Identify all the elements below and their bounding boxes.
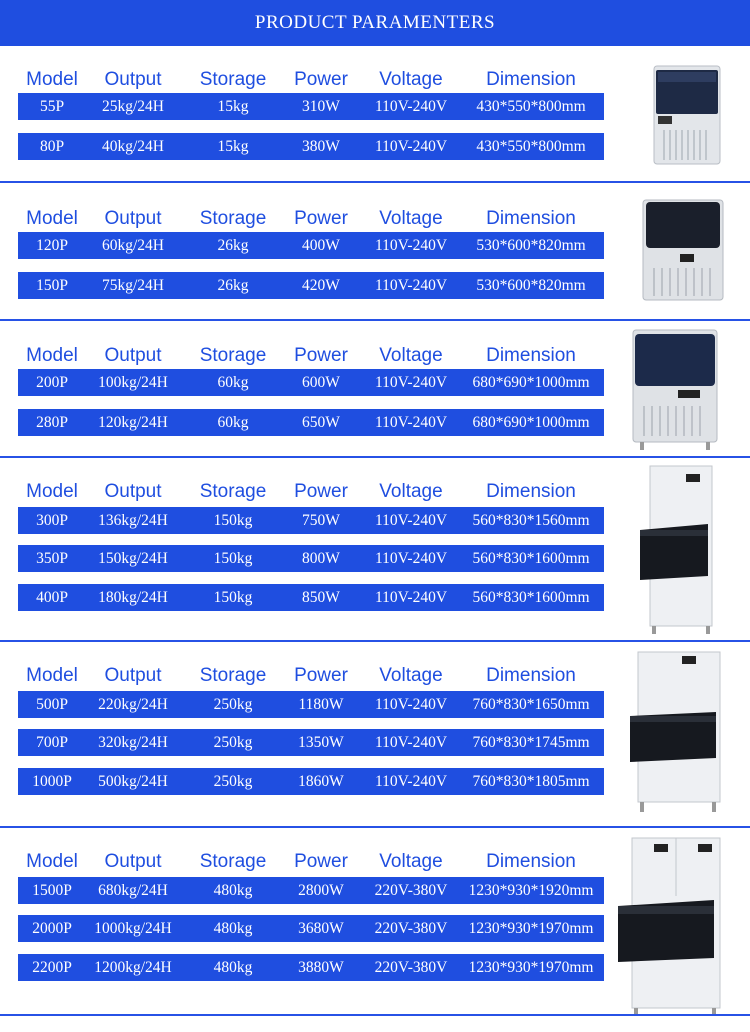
cell-dimension: 760*830*1745mm bbox=[472, 734, 590, 751]
column-header-power: Power bbox=[294, 665, 348, 686]
cell-dimension: 680*690*1000mm bbox=[472, 414, 590, 431]
column-header-model: Model bbox=[26, 345, 78, 366]
cell-output: 680kg/24H bbox=[98, 882, 168, 899]
column-header-output: Output bbox=[104, 69, 162, 90]
column-header-model: Model bbox=[26, 665, 78, 686]
cell-power: 400W bbox=[302, 237, 340, 254]
cell-dimension: 760*830*1805mm bbox=[472, 773, 590, 790]
cell-voltage: 110V-240V bbox=[374, 773, 448, 790]
ice-machine-image-small bbox=[650, 64, 724, 166]
cell-output: 220kg/24H bbox=[98, 696, 168, 713]
page-title-banner bbox=[0, 0, 750, 46]
cell-storage: 480kg bbox=[213, 959, 253, 976]
cell-voltage: 110V-240V bbox=[374, 374, 448, 391]
table-row bbox=[18, 877, 604, 904]
column-header-model: Model bbox=[26, 851, 78, 872]
cell-dimension: 430*550*800mm bbox=[476, 98, 586, 115]
cell-storage: 150kg bbox=[213, 550, 253, 567]
cell-power: 420W bbox=[302, 277, 340, 294]
cell-voltage: 110V-240V bbox=[374, 734, 448, 751]
cell-dimension: 1230*930*1970mm bbox=[468, 920, 594, 937]
section-divider bbox=[0, 319, 750, 321]
cell-storage: 15kg bbox=[217, 98, 249, 115]
column-header-voltage: Voltage bbox=[379, 665, 443, 686]
column-header-power: Power bbox=[294, 851, 348, 872]
column-header-storage: Storage bbox=[199, 69, 267, 90]
column-header-dimension: Dimension bbox=[486, 345, 576, 366]
spec-table-section bbox=[0, 66, 750, 196]
table-row bbox=[18, 954, 604, 981]
cell-output: 60kg/24H bbox=[102, 237, 164, 254]
cell-voltage: 110V-240V bbox=[374, 138, 448, 155]
column-header-model: Model bbox=[26, 208, 78, 229]
column-header-voltage: Voltage bbox=[379, 69, 443, 90]
column-header-power: Power bbox=[294, 208, 348, 229]
table-row bbox=[18, 272, 604, 299]
cell-storage: 250kg bbox=[213, 696, 253, 713]
cell-model: 350P bbox=[36, 550, 68, 567]
cell-model: 400P bbox=[36, 589, 68, 606]
table-row bbox=[18, 691, 604, 718]
table-row bbox=[18, 133, 604, 160]
cell-storage: 250kg bbox=[213, 773, 253, 790]
cell-voltage: 110V-240V bbox=[374, 237, 448, 254]
cell-model: 1000P bbox=[32, 773, 72, 790]
cell-storage: 250kg bbox=[213, 734, 253, 751]
table-row bbox=[18, 93, 604, 120]
cell-output: 150kg/24H bbox=[98, 550, 168, 567]
cell-power: 750W bbox=[302, 512, 340, 529]
table-row bbox=[18, 409, 604, 436]
cell-voltage: 110V-240V bbox=[374, 550, 448, 567]
ice-machine-image-500 bbox=[626, 650, 724, 814]
cell-output: 136kg/24H bbox=[98, 512, 168, 529]
cell-model: 200P bbox=[36, 374, 68, 391]
ice-machine-image-300 bbox=[636, 464, 722, 636]
page-title: PRODUCT PARAMENTERS bbox=[254, 12, 496, 33]
column-header-storage: Storage bbox=[199, 481, 267, 502]
cell-output: 25kg/24H bbox=[102, 98, 164, 115]
spec-table-section bbox=[0, 205, 750, 335]
column-header-output: Output bbox=[104, 665, 162, 686]
column-header-power: Power bbox=[294, 481, 348, 502]
cell-voltage: 220V-380V bbox=[374, 882, 448, 899]
column-header-dimension: Dimension bbox=[486, 481, 576, 502]
column-header-storage: Storage bbox=[199, 345, 267, 366]
cell-model: 120P bbox=[36, 237, 68, 254]
cell-voltage: 220V-380V bbox=[374, 920, 448, 937]
cell-output: 75kg/24H bbox=[102, 277, 164, 294]
cell-storage: 60kg bbox=[217, 414, 249, 431]
ice-machine-image-120 bbox=[640, 198, 726, 304]
cell-storage: 15kg bbox=[217, 138, 249, 155]
table-row bbox=[18, 369, 604, 396]
section-divider bbox=[0, 826, 750, 828]
column-header-dimension: Dimension bbox=[486, 208, 576, 229]
cell-output: 120kg/24H bbox=[98, 414, 168, 431]
column-header-storage: Storage bbox=[199, 208, 267, 229]
column-header-output: Output bbox=[104, 345, 162, 366]
column-header-storage: Storage bbox=[199, 851, 267, 872]
cell-storage: 480kg bbox=[213, 882, 253, 899]
table-row bbox=[18, 729, 604, 756]
cell-output: 1200kg/24H bbox=[94, 959, 172, 976]
cell-storage: 480kg bbox=[213, 920, 253, 937]
section-divider bbox=[0, 181, 750, 183]
section-divider bbox=[0, 640, 750, 642]
cell-voltage: 110V-240V bbox=[374, 589, 448, 606]
cell-model: 2200P bbox=[32, 959, 72, 976]
cell-dimension: 1230*930*1970mm bbox=[468, 959, 594, 976]
cell-power: 800W bbox=[302, 550, 340, 567]
cell-power: 3680W bbox=[298, 920, 344, 937]
column-header-power: Power bbox=[294, 69, 348, 90]
cell-dimension: 530*600*820mm bbox=[476, 237, 586, 254]
cell-voltage: 220V-380V bbox=[374, 959, 448, 976]
cell-model: 280P bbox=[36, 414, 68, 431]
cell-storage: 26kg bbox=[217, 237, 249, 254]
section-divider bbox=[0, 456, 750, 458]
cell-power: 850W bbox=[302, 589, 340, 606]
cell-model: 700P bbox=[36, 734, 68, 751]
column-header-voltage: Voltage bbox=[379, 345, 443, 366]
table-row bbox=[18, 915, 604, 942]
cell-power: 1180W bbox=[298, 696, 344, 713]
ice-machine-image-1500 bbox=[614, 836, 724, 1016]
column-header-output: Output bbox=[104, 208, 162, 229]
cell-storage: 26kg bbox=[217, 277, 249, 294]
cell-output: 1000kg/24H bbox=[94, 920, 172, 937]
column-header-dimension: Dimension bbox=[486, 69, 576, 90]
cell-dimension: 560*830*1600mm bbox=[472, 589, 590, 606]
cell-dimension: 430*550*800mm bbox=[476, 138, 586, 155]
cell-dimension: 530*600*820mm bbox=[476, 277, 586, 294]
cell-voltage: 110V-240V bbox=[374, 277, 448, 294]
cell-power: 1860W bbox=[298, 773, 344, 790]
table-row bbox=[18, 768, 604, 795]
cell-storage: 150kg bbox=[213, 512, 253, 529]
cell-model: 150P bbox=[36, 277, 68, 294]
cell-output: 180kg/24H bbox=[98, 589, 168, 606]
cell-power: 380W bbox=[302, 138, 340, 155]
cell-power: 650W bbox=[302, 414, 340, 431]
cell-output: 320kg/24H bbox=[98, 734, 168, 751]
cell-dimension: 680*690*1000mm bbox=[472, 374, 590, 391]
cell-model: 80P bbox=[39, 138, 65, 155]
table-row bbox=[18, 507, 604, 534]
cell-dimension: 760*830*1650mm bbox=[472, 696, 590, 713]
column-header-power: Power bbox=[294, 345, 348, 366]
cell-model: 500P bbox=[36, 696, 68, 713]
cell-model: 55P bbox=[39, 98, 65, 115]
cell-output: 40kg/24H bbox=[102, 138, 164, 155]
cell-voltage: 110V-240V bbox=[374, 98, 448, 115]
column-header-voltage: Voltage bbox=[379, 851, 443, 872]
cell-output: 100kg/24H bbox=[98, 374, 168, 391]
column-header-output: Output bbox=[104, 851, 162, 872]
column-header-output: Output bbox=[104, 481, 162, 502]
cell-output: 500kg/24H bbox=[98, 773, 168, 790]
cell-model: 1500P bbox=[32, 882, 72, 899]
cell-model: 300P bbox=[36, 512, 68, 529]
cell-dimension: 560*830*1560mm bbox=[472, 512, 590, 529]
column-header-voltage: Voltage bbox=[379, 208, 443, 229]
column-header-voltage: Voltage bbox=[379, 481, 443, 502]
cell-storage: 60kg bbox=[217, 374, 249, 391]
cell-dimension: 560*830*1600mm bbox=[472, 550, 590, 567]
column-header-model: Model bbox=[26, 481, 78, 502]
cell-storage: 150kg bbox=[213, 589, 253, 606]
cell-power: 1350W bbox=[298, 734, 344, 751]
cell-power: 310W bbox=[302, 98, 340, 115]
cell-model: 2000P bbox=[32, 920, 72, 937]
cell-power: 3880W bbox=[298, 959, 344, 976]
cell-power: 2800W bbox=[298, 882, 344, 899]
table-row bbox=[18, 232, 604, 259]
cell-voltage: 110V-240V bbox=[374, 414, 448, 431]
cell-power: 600W bbox=[302, 374, 340, 391]
cell-voltage: 110V-240V bbox=[374, 696, 448, 713]
table-row bbox=[18, 545, 604, 572]
cell-dimension: 1230*930*1920mm bbox=[468, 882, 594, 899]
column-header-dimension: Dimension bbox=[486, 851, 576, 872]
ice-machine-image-200 bbox=[630, 328, 720, 452]
table-row bbox=[18, 584, 604, 611]
column-header-storage: Storage bbox=[199, 665, 267, 686]
column-header-model: Model bbox=[26, 69, 78, 90]
cell-voltage: 110V-240V bbox=[374, 512, 448, 529]
column-header-dimension: Dimension bbox=[486, 665, 576, 686]
